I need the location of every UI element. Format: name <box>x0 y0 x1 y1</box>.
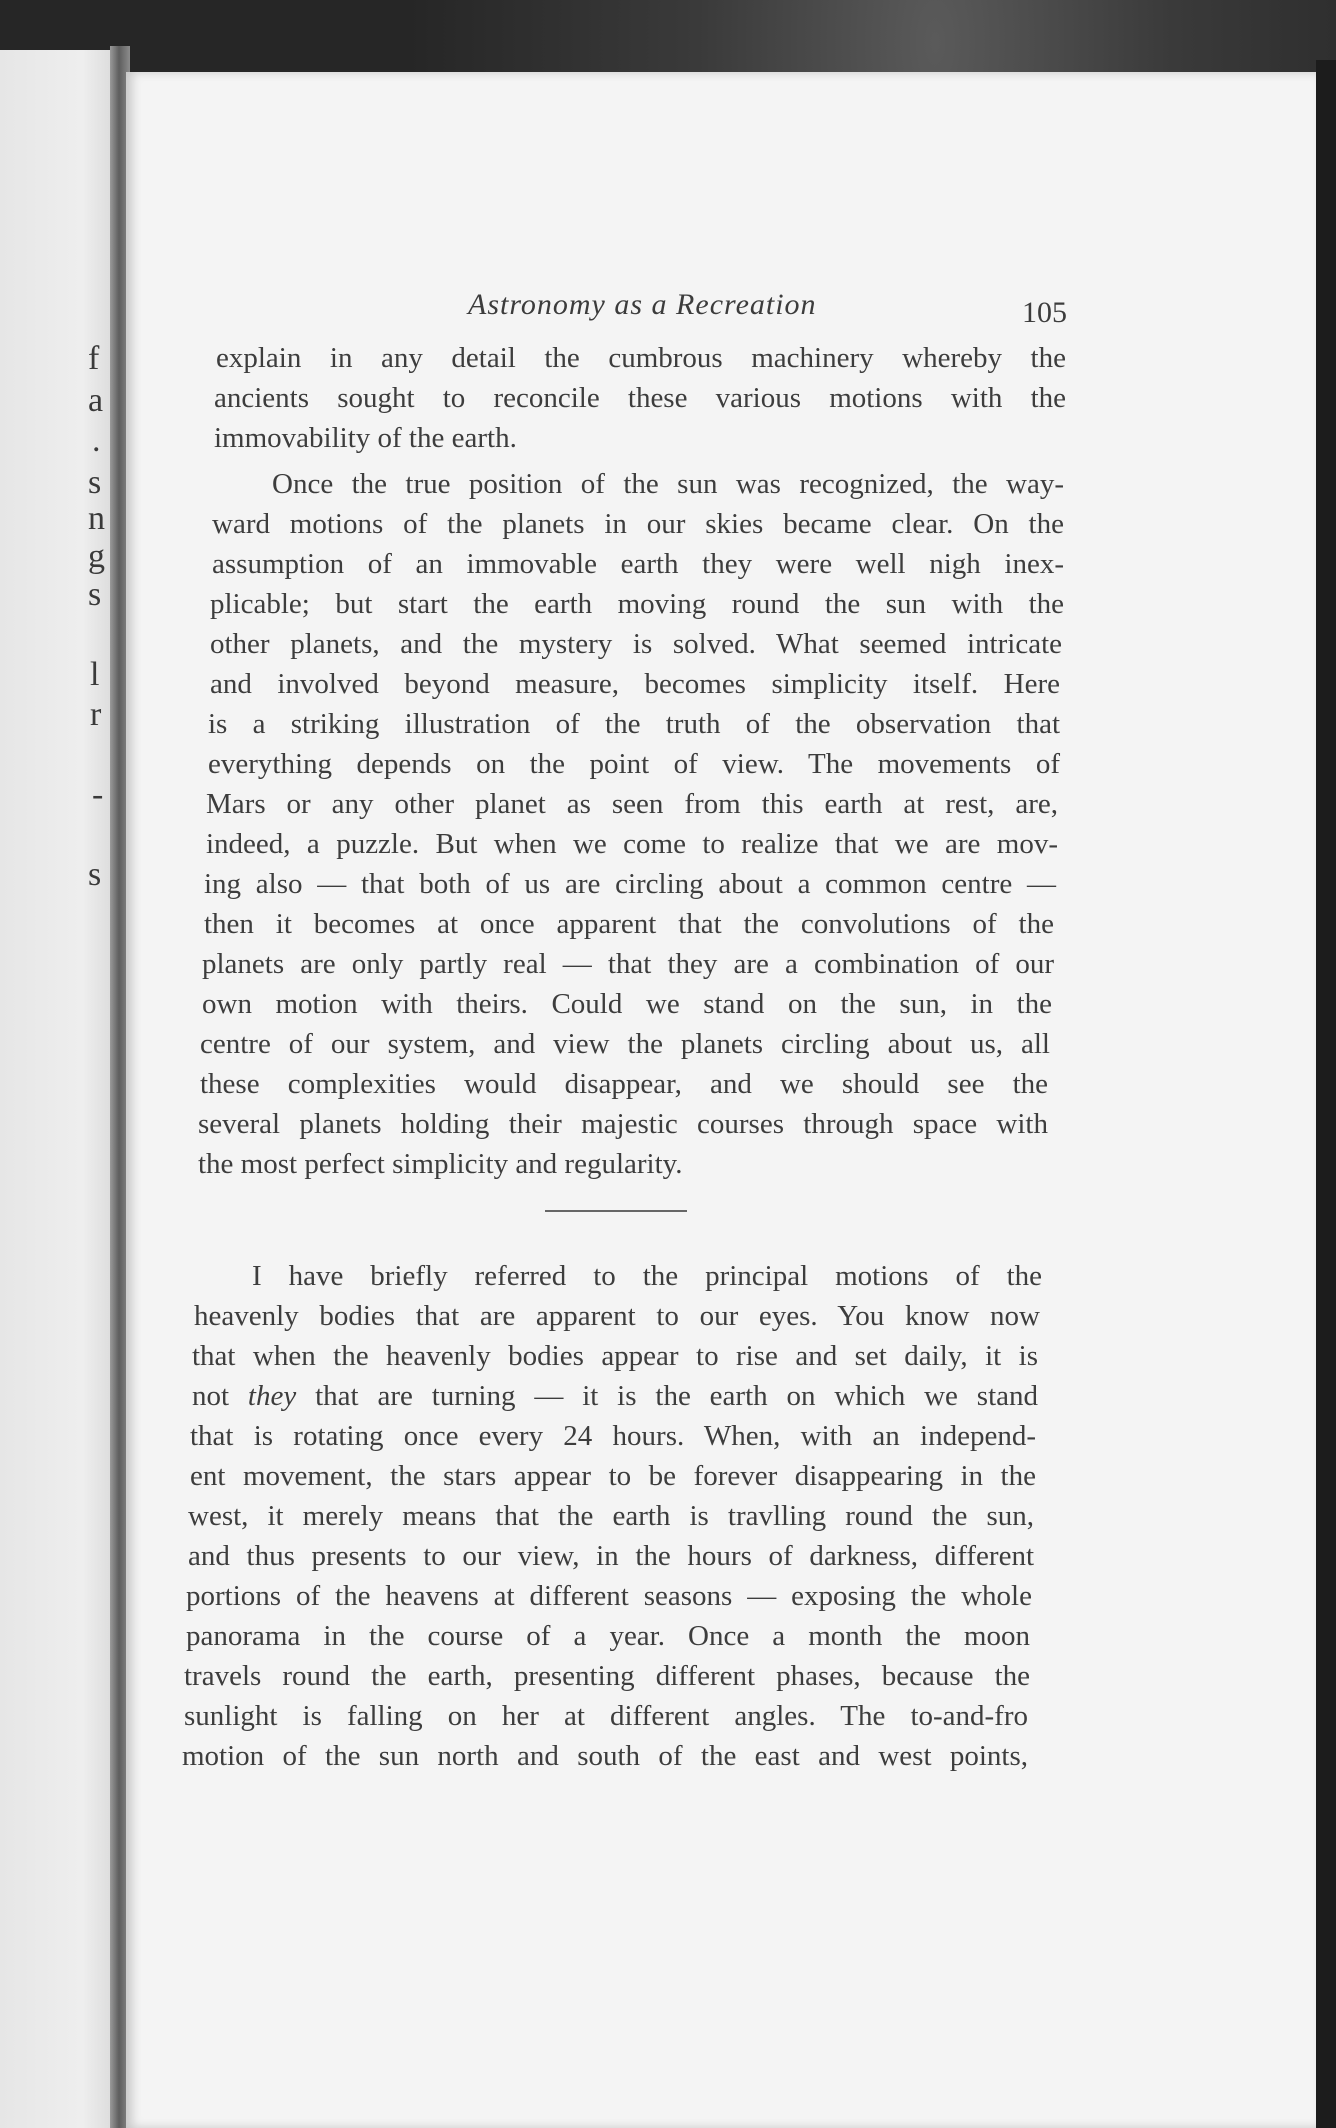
page-number: 105 <box>1022 296 1067 329</box>
text-line: other planets, and the mystery is solved. What seemed intricate <box>210 628 1062 660</box>
left-page-fragment: n <box>88 500 105 537</box>
text-line: motion of the sun north and south of the east and west points, <box>182 1740 1028 1772</box>
left-page-fragment: - <box>92 776 104 813</box>
text-line: these complexities would disappear, and we should see the <box>200 1068 1048 1100</box>
text-line: the most perfect simplicity and regularity. <box>198 1148 683 1180</box>
text-line: several planets holding their majestic courses through space with <box>198 1108 1048 1140</box>
left-page-fragment: . <box>92 422 101 459</box>
text-line: everything depends on the point of view. The movements of <box>208 748 1060 780</box>
text-line: I have briefly referred to the principal motions of the <box>252 1260 1042 1292</box>
left-page-fragment: g <box>88 538 105 575</box>
text-line: ward motions of the planets in our skies became clear. On the <box>212 508 1064 540</box>
text-line: that when the heavenly bodies appear to rise and set daily, it is <box>192 1340 1038 1372</box>
left-page-fragment: s <box>88 464 102 501</box>
text-line: then it becomes at once apparent that the convolutions of the <box>204 908 1054 940</box>
text-line: explain in any detail the cumbrous machinery whereby the <box>216 342 1066 374</box>
left-page-fragment: r <box>90 696 102 733</box>
left-page-fragment: s <box>88 576 102 613</box>
running-head: Astronomy as a Recreation <box>468 288 817 321</box>
text-line: heavenly bodies that are apparent to our eyes. You know now <box>194 1300 1040 1332</box>
text-line: not they that are turning — it is the earth on which we stand <box>192 1380 1038 1412</box>
text-line: Mars or any other planet as seen from this earth at rest, are, <box>206 788 1058 820</box>
left-page-fragment: f <box>88 340 100 377</box>
left-page-edge <box>0 50 118 2128</box>
text-line: sunlight is falling on her at different angles. The to-and-fro <box>184 1700 1028 1732</box>
text-line: west, it merely means that the earth is travlling round the sun, <box>188 1500 1034 1532</box>
text-line: ing also — that both of us are circling about a common centre — <box>204 868 1056 900</box>
text-line: plicable; but start the earth moving round the sun with the <box>210 588 1064 620</box>
page-right-edge <box>1316 60 1336 2128</box>
text-line: assumption of an immovable earth they were well nigh inex- <box>212 548 1064 580</box>
left-page-fragment: l <box>90 656 100 693</box>
text-line: that is rotating once every 24 hours. When, with an independ- <box>190 1420 1036 1452</box>
text-line: ancients sought to reconcile these various motions with the <box>214 382 1066 414</box>
text-line: is a striking illustration of the truth of the observation that <box>208 708 1060 740</box>
text-line: own motion with theirs. Could we stand on the sun, in the <box>202 988 1052 1020</box>
left-page-fragment: s <box>88 856 102 893</box>
text-line: centre of our system, and view the planets circling about us, all <box>200 1028 1050 1060</box>
text-line: panorama in the course of a year. Once a month the moon <box>186 1620 1030 1652</box>
text-line: indeed, a puzzle. But when we come to realize that we are mov- <box>206 828 1058 860</box>
text-line: travels round the earth, presenting different phases, because the <box>184 1660 1030 1692</box>
text-line: immovability of the earth. <box>214 422 517 454</box>
text-line: and thus presents to our view, in the hours of darkness, different <box>188 1540 1034 1572</box>
section-divider <box>545 1210 687 1212</box>
text-line: Once the true position of the sun was recognized, the way- <box>272 468 1064 500</box>
text-line: planets are only partly real — that they are a combination of our <box>202 948 1054 980</box>
text-line: portions of the heavens at different seasons — exposing the whole <box>186 1580 1032 1612</box>
text-line: ent movement, the stars appear to be forever disappearing in the <box>190 1460 1036 1492</box>
book-page <box>126 72 1316 2128</box>
left-page-fragment: a <box>88 382 104 419</box>
text-line: and involved beyond measure, becomes simplicity itself. Here <box>210 668 1060 700</box>
